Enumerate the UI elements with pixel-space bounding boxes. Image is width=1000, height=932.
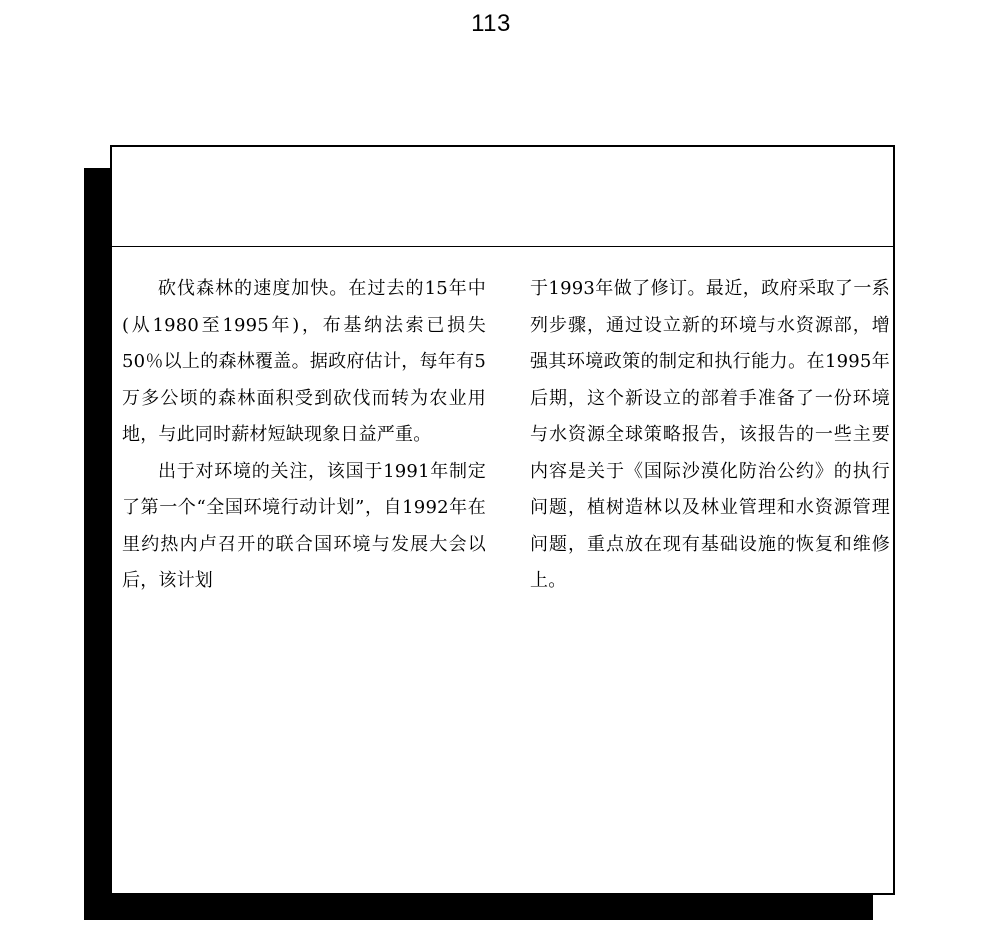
- paragraph: 出于对环境的关注，该国于1991年制定了第一个“全国环境行动计划”，自1992年在里约热内卢召开的联合国环境与发展大会以后，该计划: [122, 460, 486, 591]
- content-frame: [110, 145, 895, 895]
- header-band: [112, 147, 893, 247]
- paragraph: 于1993年做了修订。最近，政府采取了一系列步骤，通过设立新的环境与水资源部，增强其环境政策的制定和执行能力。在1995年后期，这个新设立的部着手准备了一份环境与水资源全球策略报告，该报告的一些主要内容是关于《国际沙漠化防治公约》的执行问题，植树造林以及林业管理和水资源管理问题，重点放在现有基础设施的恢复和维修上。: [530, 278, 890, 591]
- page-number: 113: [471, 10, 511, 37]
- paragraph: 砍伐森林的速度加快。在过去的15年中(从1980至1995年)，布基纳法索已损失50％以上的森林覆盖。据政府估计，每年有5万多公顷的森林面积受到砍伐而转为农业用地，与此同时薪材短缺现象日益严重。: [122, 278, 486, 445]
- left-column: [122, 271, 486, 600]
- right-column: [530, 271, 890, 600]
